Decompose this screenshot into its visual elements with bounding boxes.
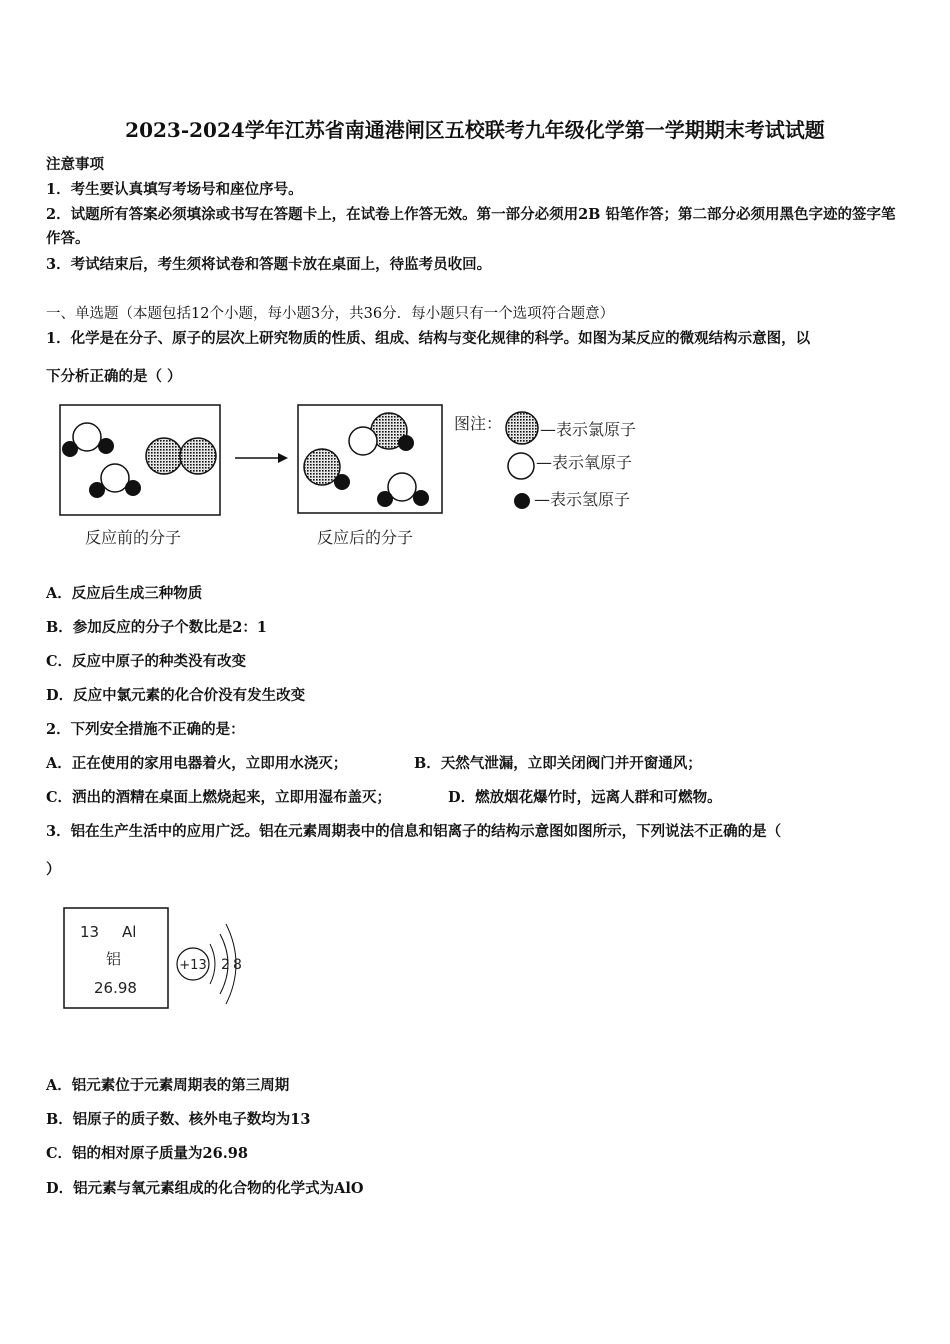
q2-option-d: D．燃放烟花爆竹时，远离人群和可燃物。 — [448, 789, 722, 806]
hydrogen-atom — [334, 474, 350, 490]
legend-chlorine-icon — [506, 412, 538, 444]
element-name: 铝 — [106, 950, 122, 968]
shell-electrons-2: 8 — [233, 957, 242, 973]
q2-stem: 2．下列安全措施不正确的是： — [46, 721, 245, 738]
hydrogen-atom — [89, 482, 105, 498]
reaction-diagram — [40, 395, 680, 555]
oxygen-atom — [349, 427, 377, 455]
hydrogen-atom — [413, 490, 429, 506]
hydrogen-atom — [98, 438, 114, 454]
arrow-head-icon — [278, 453, 288, 463]
chlorine-atom — [180, 438, 216, 474]
q2-option-c: C．洒出的酒精在桌面上燃烧起来，立即用湿布盖灭； — [46, 789, 392, 806]
hydrogen-atom — [125, 480, 141, 496]
section-heading: 一、单选题（本题包括12个小题，每小题3分，共36分．每小题只有一个选项符合题意） — [46, 306, 615, 322]
q1-stem-line2: 下分析正确的是（ ） — [46, 368, 182, 385]
nucleus-charge: +13 — [179, 958, 207, 973]
shell-arc — [210, 944, 215, 984]
q3-stem-line1: 3．铝在生产生活中的应用广泛。铝在元素周期表中的信息和铝离子的结构示意图如图所示，下列说法不正确的是（ — [46, 823, 782, 840]
before-label: 反应前的分子 — [85, 528, 182, 547]
q3-option-d: D．铝元素与氧元素组成的化合物的化学式为AlO — [46, 1180, 364, 1197]
q2-option-a: A．正在使用的家用电器着火，立即用水浇灭； — [46, 755, 348, 772]
q1-option-b: B．参加反应的分子个数比是2：1 — [46, 619, 267, 636]
q3-stem-line2: ） — [46, 861, 61, 878]
shell-electrons-1: 2 — [221, 957, 230, 973]
legend-title: 图注： — [454, 414, 503, 433]
legend-oxygen: —表示氧原子 — [536, 453, 633, 472]
q3-option-a: A．铝元素位于元素周期表的第三周期 — [46, 1077, 290, 1094]
hydrogen-atom — [62, 441, 78, 457]
hydrogen-atom — [377, 491, 393, 507]
q1-option-a: A．反应后生成三种物质 — [46, 585, 203, 602]
notice-heading: 注意事项 — [46, 156, 104, 173]
page-title: 2023-2024学年江苏省南通港闸区五校联考九年级化学第一学期期末考试试题 — [125, 118, 825, 142]
notice-item-1: 1．考生要认真填写考场号和座位序号。 — [46, 181, 303, 198]
q1-stem-line1: 1．化学是在分子、原子的层次上研究物质的性质、组成、结构与变化规律的科学。如图为某反应的微观结构示意图，以 — [46, 330, 811, 347]
legend-hydrogen: —表示氢原子 — [534, 490, 631, 509]
legend-chlorine: —表示氯原子 — [540, 420, 637, 439]
oxygen-atom — [101, 464, 129, 492]
legend-hydrogen-icon — [514, 493, 530, 509]
element-symbol: Al — [122, 923, 137, 941]
legend-oxygen-icon — [508, 453, 534, 479]
after-label: 反应后的分子 — [317, 528, 414, 547]
q3-option-b: B．铝原子的质子数、核外电子数均为13 — [46, 1111, 311, 1128]
q1-option-d: D．反应中氯元素的化合价没有发生改变 — [46, 687, 306, 704]
hydrogen-atom — [398, 435, 414, 451]
atomic-number: 13 — [80, 923, 100, 941]
atomic-mass: 26.98 — [94, 979, 137, 997]
notice-item-3: 3．考试结束后，考生须将试卷和答题卡放在桌面上，待监考员收回。 — [46, 256, 492, 273]
q1-option-c: C．反应中原子的种类没有改变 — [46, 653, 247, 670]
q2-option-b: B．天然气泄漏，立即关闭阀门并开窗通风； — [414, 755, 702, 772]
chlorine-atom — [146, 438, 182, 474]
aluminium-figure — [60, 900, 260, 1015]
q3-option-c: C．铝的相对原子质量为26.98 — [46, 1145, 248, 1162]
notice-item-2: 2．试题所有答案必须填涂或书写在答题卡上，在试卷上作答无效。第一部分必须用2B 铅笔作答；第二部分必须用黑色字迹的签字笔作答。 — [46, 206, 896, 247]
